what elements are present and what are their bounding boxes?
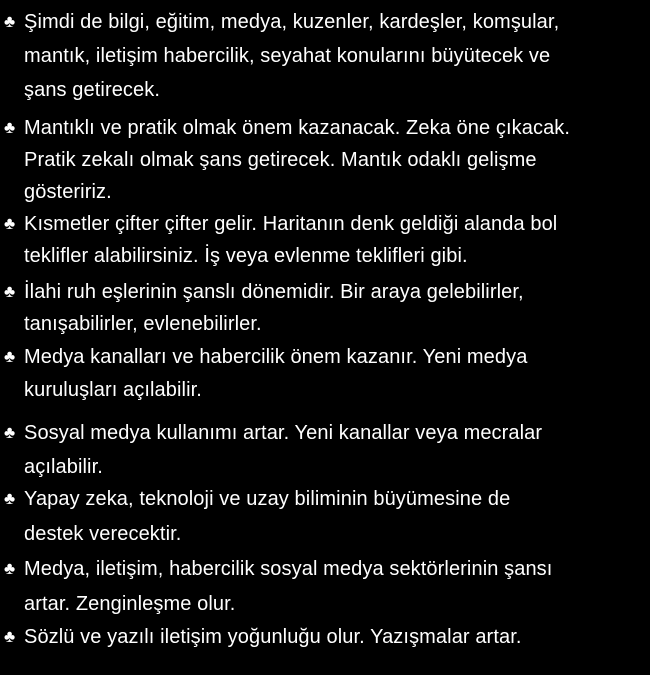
list-item-line: Medya, iletişim, habercilik sosyal medya sektörlerinin şansı — [24, 558, 553, 580]
list-item-line: açılabilir. — [24, 456, 103, 478]
list-item-line: Mantıklı ve pratik olmak önem kazanacak. Zeka öne çıkacak. — [24, 117, 571, 139]
club-bullet-icon: ♣ — [4, 347, 16, 366]
club-bullet-icon: ♣ — [4, 214, 16, 233]
list-item-line: Yapay zeka, teknoloji ve uzay biliminin büyümesine de — [24, 488, 511, 510]
list-item-line: Şimdi de bilgi, eğitim, medya, kuzenler, kardeşler, komşular, — [24, 11, 560, 33]
club-bullet-icon: ♣ — [4, 282, 16, 301]
list-item-line: destek verecektir. — [24, 523, 182, 545]
list-item-line: Sözlü ve yazılı iletişim yoğunluğu olur. Yazışmalar artar. — [24, 626, 522, 648]
club-bullet-icon: ♣ — [4, 489, 16, 508]
list-item-line: teklifler alabilirsiniz. İş veya evlenme teklifleri gibi. — [24, 245, 468, 267]
list-item-line: kuruluşları açılabilir. — [24, 379, 202, 401]
list-item-line: tanışabilirler, evlenebilirler. — [24, 313, 262, 335]
club-bullet-icon: ♣ — [4, 559, 16, 578]
list-item-line: Kısmetler çifter çifter gelir. Haritanın denk geldiği alanda bol — [24, 213, 558, 235]
list-item-line: Sosyal medya kullanımı artar. Yeni kanallar veya mecralar — [24, 422, 543, 444]
list-item-line: İlahi ruh eşlerinin şanslı dönemidir. Bir araya gelebilirler, — [24, 281, 524, 303]
list-item-line: Medya kanalları ve habercilik önem kazanır. Yeni medya — [24, 346, 528, 368]
list-item-line: mantık, iletişim habercilik, seyahat konularını büyütecek ve — [24, 45, 551, 67]
club-bullet-icon: ♣ — [4, 423, 16, 442]
club-bullet-icon: ♣ — [4, 627, 16, 646]
club-bullet-icon: ♣ — [4, 12, 16, 31]
list-item-line: Pratik zekalı olmak şans getirecek. Mantık odaklı gelişme — [24, 149, 537, 171]
list-item-line: şans getirecek. — [24, 79, 161, 101]
club-bullet-icon: ♣ — [4, 118, 16, 137]
list-item-line: gösteririz. — [24, 181, 112, 203]
list-item-line: artar. Zenginleşme olur. — [24, 593, 236, 615]
